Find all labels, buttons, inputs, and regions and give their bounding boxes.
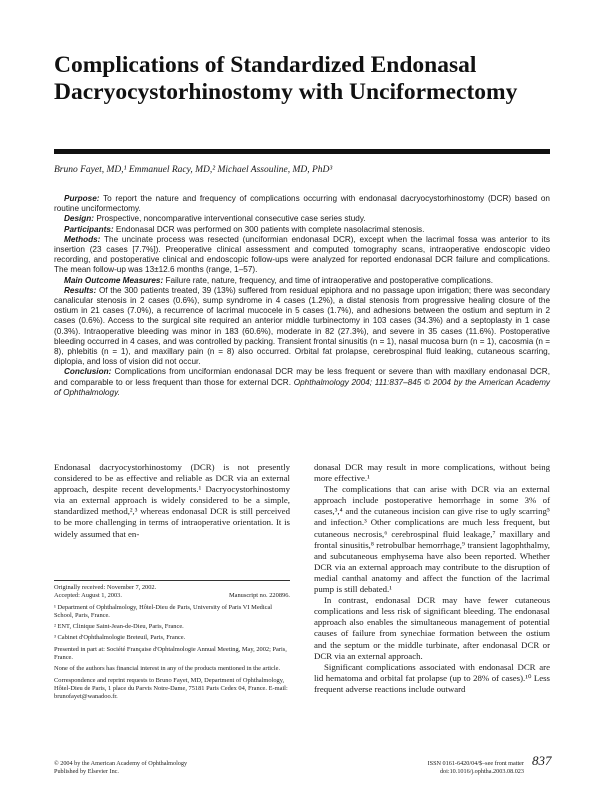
affiliation-2: ² ENT, Clinique Saint-Jean-de-Dieu, Paris, France. [54,623,184,631]
received-date: Originally received: November 7, 2002. [54,584,157,591]
abstract-participants: Participants: Endonasal DCR was performed on 300 patients with complete nasolacrimal stenosis. [64,224,425,234]
abstract-design: Design: Prospective, noncomparative interventional consecutive case series study. [64,214,366,224]
body-paragraph: The complications that can arise with DCR via an external approach include postoperative hemorrhage in some 3% of cases,³,⁴ and the cutaneous incision can give rise to ugly scarring⁵ and infection.³ Other complications are much less frequent, but cutaneous necrosis,⁶ cerebrospinal fluid leakage,⁷ maxillary and frontal sinusitis,⁸ retrobulbar hemorrhage,⁹ transient lagophthalmy, and subcutaneous emphysema have also been reported. Whether DCR via an external approach may contribute to the disruption of medial canthal anatomy and affect the function of the lacrimal pump is still debated.¹ [314,484,550,595]
abstract-methods: Methods: The uncinate process was resected (unciformian endonasal DCR), except when the lacrimal fossa was anterior to its insertion (23 cases [7.7%]). Preoperative clinical assessment and computed tomography scans, intraoperative endoscopic video recording, and postoperative clinical and endoscopic follow-ups were analyzed for reported endonasal DCR failure and complications. The mean follow-up was 13±12.6 months (range, 1–57). [54,234,550,275]
author-list: Bruno Fayet, MD,¹ Emmanuel Racy, MD,² Michael Assouline, MD, PhD³ [54,165,333,175]
abstract-purpose: Purpose: To report the nature and frequency of complications occurring with endonasal dacryocystorhinostomy (DCR) based on routine unciformectomy. [54,194,550,214]
body-column-left [54,462,290,540]
affiliation-1: ¹ Department of Ophthalmology, Hôtel-Dieu de Paris, University of Paris VI Medical School, Paris, France. [54,603,273,619]
abstract-conclusion: Conclusion: Complications from unciformian endonasal DCR may be less frequent or severe than with maxillary endonasal DCR, and comparable to or less frequent than those for external DCR. Ophthalmology 2004; 111:837–845 © 2004 by the American Academy of Ophthalmology. [54,367,550,397]
body-paragraph: Endonasal dacryocystorhinostomy (DCR) is not presently considered to be as effective and reliable as DCR via an external approach, despite recent developments.¹ Dacryocystorhinostomy via an external approach is widely considered to be a simple, standardized method,²,³ whereas endonasal DCR is still perceived to be more challenging in terms of intraoperative orientation. It is widely assumed that en- [54,462,290,539]
accepted-date: Accepted: August 1, 2003. [54,592,122,600]
correspondence: Correspondence and reprint requests to Bruno Fayet, MD, Department of Ophthalmology, Hôtel-Dieu de Paris, 1 place du Parvis Notre-Dame, 75181 Paris Cedex 04, France. E-mail: brunofayet@wanadoo.fr. [54,676,288,701]
body-paragraph: In contrast, endonasal DCR may have fewer cutaneous complications and less risk of significant bleeding. The endonasal approach also enables the simultaneous management of potential causes of failure from synechiae formation between the ostium and the septum or the middle turbinate, after endonasal DCR or DCR via an external approach. [314,595,550,661]
article-notes [54,580,290,705]
page-number: 837 [532,753,552,768]
title-rule [54,149,550,154]
body-column-right [314,462,550,695]
footer-copyright: © 2004 by the American Academy of Ophthalmology [54,760,188,767]
footer-doi: doi:10.1016/j.ophtha.2003.08.023 [439,768,524,775]
body-paragraph: Significant complications associated with endonasal DCR are lid hematoma and orbital fat prolapse (up to 28% of cases).¹⁰ Less frequent adverse reactions include outward [314,661,550,694]
interest-disclosure: None of the authors has financial interest in any of the products mentioned in the article. [54,665,281,673]
footer-publisher: Published by Elsevier Inc. [54,768,119,775]
footer-issn: ISSN 0161-6420/04/$–see front matter [427,760,524,767]
presented-note: Presented in part at: Société Française d'Ophtalmologie Annual Meeting, May, 2002; Paris, France. [54,645,287,662]
affiliation-3: ³ Cabinet d'Ophthalmologie Breteuil, Paris, France. [54,634,186,642]
article-title: Complications of Standardized Endonasal Dacryocystorhinostomy with Unciformectomy [54,52,518,105]
abstract-outcomes: Main Outcome Measures: Failure rate, nature, frequency, and time of intraoperative and postoperative complications. [64,275,493,285]
abstract [54,194,550,398]
manuscript-number: Manuscript no. 220896. [228,592,290,600]
journal-citation: Ophthalmology 2004; 111:837–845 © 2004 by the American Academy of Ophthalmology. [54,377,550,397]
body-paragraph: donasal DCR may result in more complications, without being more effective.¹ [314,462,550,484]
abstract-results: Results: Of the 300 patients treated, 39 (13%) suffered from residual epiphora and no passage upon irrigation; there was secondary canalicular stenosis in 2 cases (0.6%), sump syndrome in 4 cases (1.2%), a distal stenosis from progressive healing closure of the ostium in 21 cases (7.0%), a recurrence of lacrimal mucocele in 5 cases (1.7%), and adhesions between the ostium and septum in 2 cases (0.6%). Access to the surgical site required an anterior middle turbinectomy in 103 cases (34.3%) and a septoplasty in 1 case (0.3%). Intraoperative bleeding was minor in 183 (60.6%), moderate in 82 (27.3%), and severe in 35 cases (11.6%). Postoperative bleeding occurred in 4 cases, and was controlled by packing. Transient frontal sinusitis (n = 1), nasal mucosa burn (n = 1), cacosmia (n = 8), phlebitis (n = 1), and maxillary pain (n = 8) also occurred. Orbital fat prolapse, cerebrospinal fluid leaking, cutaneous scarring, diplopia, and loss of vision did not occur. [54,285,550,367]
